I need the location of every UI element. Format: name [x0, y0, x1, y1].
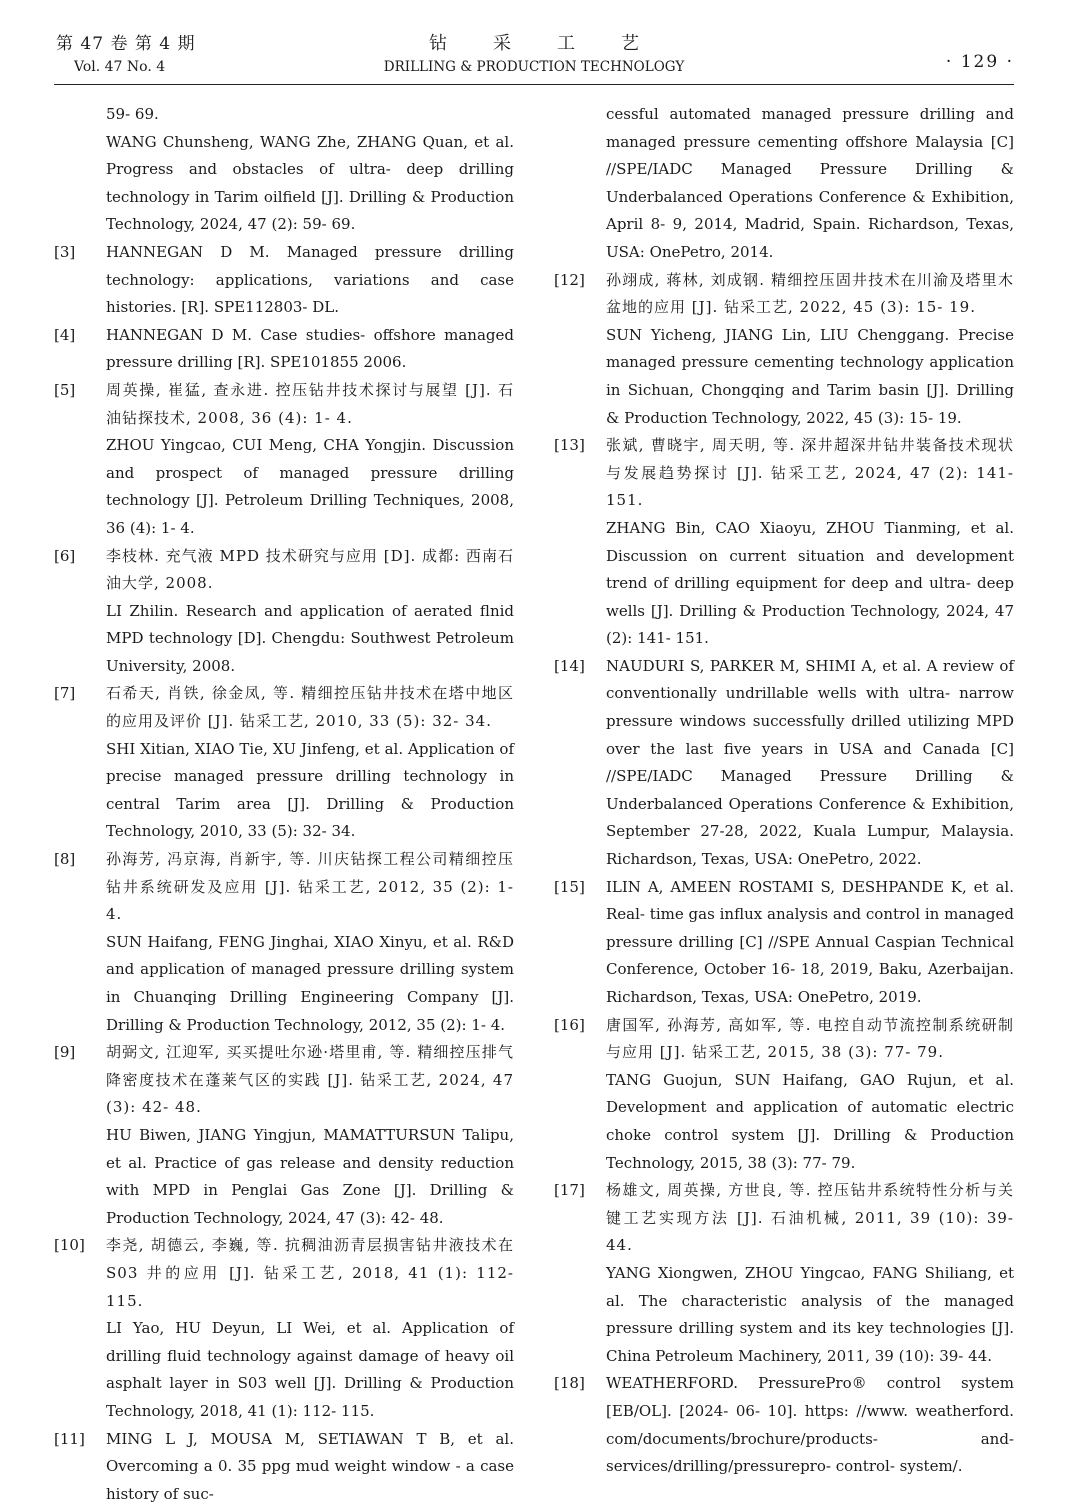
- reference-number: [4]: [54, 322, 75, 350]
- header-rule: [54, 84, 1014, 85]
- journal-title-cn: 钻采工艺: [54, 32, 1014, 56]
- reference-en: ZHOU Yingcao, CUI Meng, CHA Yongjin. Discussion and prospect of managed pressure drilling technology [J]. Petroleum Drilling Techniques, 2008, 36 (4): 1- 4.: [106, 432, 514, 542]
- reference-number: [12]: [554, 267, 585, 295]
- page-number: · 129 ·: [946, 52, 1014, 72]
- reference-number: [13]: [554, 432, 585, 460]
- reference-en: WANG Chunsheng, WANG Zhe, ZHANG Quan, et al. Progress and obstacles of ultra- deep drilling technology in Tarim oilfield [J]. Drilling & Production Technology, 2024, 47 (2): 59- 69.: [106, 129, 514, 239]
- reference-4: [54, 322, 514, 377]
- reference-number: [18]: [554, 1370, 585, 1398]
- reference-number: [14]: [554, 653, 585, 681]
- reference-number: [5]: [54, 377, 75, 405]
- reference-cn: 李枝林. 充气液 MPD 技术研究与应用 [D]. 成都: 西南石油大学, 2008.: [106, 543, 514, 598]
- reference-cn: 李尧, 胡德云, 李巍, 等. 抗稠油沥青层损害钻井液技术在 S03 井的应用 [J]. 钻采工艺, 2018, 41 (1): 112- 115.: [106, 1232, 514, 1315]
- reference-18: [554, 1370, 1014, 1480]
- reference-9: [54, 1039, 514, 1232]
- reference-17: [554, 1177, 1014, 1370]
- reference-11-continued: [554, 101, 1014, 267]
- reference-en: SUN Haifang, FENG Jinghai, XIAO Xinyu, et al. R&D and application of managed pressure drilling system in Chuanqing Drilling Engineering Company [J]. Drilling & Production Technology, 2012, 35 (2): 1- 4.: [106, 929, 514, 1039]
- reference-10: [54, 1232, 514, 1425]
- reference-cn: 杨雄文, 周英操, 方世良, 等. 控压钻井系统特性分析与关键工艺实现方法 [J]. 石油机械, 2011, 39 (10): 39- 44.: [606, 1177, 1014, 1260]
- reference-number: [11]: [54, 1426, 85, 1454]
- reference-15: [554, 874, 1014, 1012]
- reference-en: LI Zhilin. Research and application of aerated flnid MPD technology [D]. Chengdu: Southwest Petroleum University, 2008.: [106, 598, 514, 681]
- reference-6: [54, 543, 514, 681]
- reference-8: [54, 846, 514, 1039]
- reference-12: [554, 267, 1014, 433]
- reference-cn: 胡弼文, 江迎军, 买买提吐尔逊·塔里甫, 等. 精细控压排气降密度技术在蓬莱气区的实践 [J]. 钻采工艺, 2024, 47 (3): 42- 48.: [106, 1039, 514, 1122]
- reference-text: WEATHERFORD. PressurePro® control system [EB/OL]. [2024- 06- 10]. https: //www. weatherford. com/documents/brochure/products- and- services/drilling/pressurepro- control- system/.: [606, 1370, 1014, 1480]
- reference-14: [554, 653, 1014, 874]
- reference-text: HANNEGAN D M. Managed pressure drilling technology: applications, variations and case histories. [R]. SPE112803- DL.: [106, 239, 514, 322]
- reference-cn: 石希天, 肖铁, 徐金凤, 等. 精细控压钻井技术在塔中地区的应用及评价 [J]. 钻采工艺, 2010, 33 (5): 32- 34.: [106, 680, 514, 735]
- reference-number: [9]: [54, 1039, 75, 1067]
- page-header: [54, 30, 1014, 84]
- reference-continued: [54, 101, 514, 239]
- reference-text: MING L J, MOUSA M, SETIAWAN T B, et al. Overcoming a 0. 35 ppg mud weight window - a case history of suc-: [106, 1426, 514, 1508]
- reference-cn: 唐国军, 孙海芳, 高如军, 等. 电控自动节流控制系统研制与应用 [J]. 钻采工艺, 2015, 38 (3): 77- 79.: [606, 1012, 1014, 1067]
- reference-16: [554, 1012, 1014, 1178]
- reference-number: [7]: [54, 680, 75, 708]
- reference-en: ZHANG Bin, CAO Xiaoyu, ZHOU Tianming, et al. Discussion on current situation and development trend of drilling equipment for deep and ultra- deep wells [J]. Drilling & Production Technology, 2024, 47 (2): 141- 151.: [606, 515, 1014, 653]
- reference-en: SHI Xitian, XIAO Tie, XU Jinfeng, et al. Application of precise managed pressure drilling technology in central Tarim area [J]. Drilling & Production Technology, 2010, 33 (5): 32- 34.: [106, 736, 514, 846]
- reference-en: HU Biwen, JIANG Yingjun, MAMATTURSUN Talipu, et al. Practice of gas release and density reduction with MPD in Penglai Gas Zone [J]. Drilling & Production Technology, 2024, 47 (3): 42- 48.: [106, 1122, 514, 1232]
- references-left-column: [54, 101, 514, 1508]
- references-right-column: [554, 101, 1014, 1481]
- reference-7: [54, 680, 514, 846]
- reference-text: NAUDURI S, PARKER M, SHIMI A, et al. A review of conventionally undrillable wells with ultra- narrow pressure windows successfully drilled utilizing MPD over the last five years in USA and Canada [C] //SPE/IADC Managed Pressure Drilling & Underbalanced Operations Conference & Exhibition, September 27-28, 2022, Kuala Lumpur, Malaysia. Richardson, Texas, USA: OnePetro, 2022.: [606, 653, 1014, 874]
- reference-en: LI Yao, HU Deyun, LI Wei, et al. Application of drilling fluid technology against damage of heavy oil asphalt layer in S03 well [J]. Drilling & Production Technology, 2018, 41 (1): 112- 115.: [106, 1315, 514, 1425]
- reference-13: [554, 432, 1014, 653]
- reference-en: TANG Guojun, SUN Haifang, GAO Rujun, et al. Development and application of automatic electric choke control system [J]. Drilling & Production Technology, 2015, 38 (3): 77- 79.: [606, 1067, 1014, 1177]
- reference-number: [8]: [54, 846, 75, 874]
- reference-cn: 张斌, 曹晓宇, 周天明, 等. 深井超深井钻井装备技术现状与发展趋势探讨 [J]. 钻采工艺, 2024, 47 (2): 141- 151.: [606, 432, 1014, 515]
- reference-text: 59- 69.: [106, 101, 514, 129]
- reference-number: [17]: [554, 1177, 585, 1205]
- reference-11: [54, 1426, 514, 1508]
- volume-en: Vol. 47 No. 4: [56, 56, 195, 78]
- volume-cn: 第 47 卷 第 4 期: [56, 32, 195, 56]
- reference-5: [54, 377, 514, 543]
- reference-number: [15]: [554, 874, 585, 902]
- reference-number: [16]: [554, 1012, 585, 1040]
- reference-text: cessful automated managed pressure drilling and managed pressure cementing offshore Malaysia [C] //SPE/IADC Managed Pressure Drilling & Underbalanced Operations Conference & Exhibition, April 8- 9, 2014, Madrid, Spain. Richardson, Texas, USA: OnePetro, 2014.: [606, 101, 1014, 267]
- journal-title: [54, 32, 1014, 78]
- reference-en: SUN Yicheng, JIANG Lin, LIU Chenggang. Precise managed pressure cementing technology application in Sichuan, Chongqing and Tarim basin [J]. Drilling & Production Technology, 2022, 45 (3): 15- 19.: [606, 322, 1014, 432]
- reference-en: YANG Xiongwen, ZHOU Yingcao, FANG Shiliang, et al. The characteristic analysis of the managed pressure drilling system and its key technologies [J]. China Petroleum Machinery, 2011, 39 (10): 39- 44.: [606, 1260, 1014, 1370]
- reference-number: [6]: [54, 543, 75, 571]
- journal-title-en: DRILLING & PRODUCTION TECHNOLOGY: [54, 56, 1014, 78]
- reference-text: ILIN A, AMEEN ROSTAMI S, DESHPANDE K, et al. Real- time gas influx analysis and control in managed pressure drilling [C] //SPE Annual Caspian Technical Conference, October 16- 18, 2019, Baku, Azerbaijan. Richardson, Texas, USA: OnePetro, 2019.: [606, 874, 1014, 1012]
- reference-cn: 孙翊成, 蒋林, 刘成钢. 精细控压固井技术在川渝及塔里木盆地的应用 [J]. 钻采工艺, 2022, 45 (3): 15- 19.: [606, 267, 1014, 322]
- reference-cn: 孙海芳, 冯京海, 肖新宇, 等. 川庆钻探工程公司精细控压钻井系统研发及应用 [J]. 钻采工艺, 2012, 35 (2): 1- 4.: [106, 846, 514, 929]
- reference-text: HANNEGAN D M. Case studies- offshore managed pressure drilling [R]. SPE101855 2006.: [106, 322, 514, 377]
- reference-3: [54, 239, 514, 322]
- reference-number: [3]: [54, 239, 75, 267]
- reference-cn: 周英操, 崔猛, 查永进. 控压钻井技术探讨与展望 [J]. 石油钻探技术, 2008, 36 (4): 1- 4.: [106, 377, 514, 432]
- reference-number: [10]: [54, 1232, 85, 1260]
